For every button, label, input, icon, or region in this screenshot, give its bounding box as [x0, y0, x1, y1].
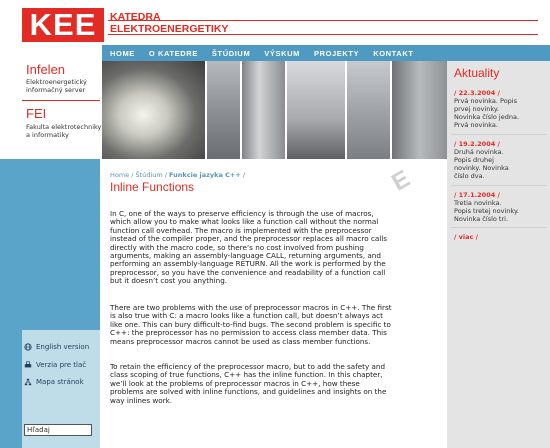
news-text-line: Druhá novinka. — [454, 148, 504, 156]
fei-desc-line2: a informatiky — [26, 131, 69, 139]
paragraph-line: class scoping of true functions, C++ has the inline function. In this chapter, — [110, 370, 383, 380]
breadcrumb — [110, 171, 245, 179]
paragraph-line: C++: the preprocessor has no permission to access class member data. This — [110, 328, 387, 338]
kee-logo[interactable]: KEE — [22, 8, 104, 42]
nav-home[interactable]: HOME — [110, 48, 135, 58]
news-text-line: Novinka číslo jedna. — [454, 113, 520, 121]
news-text-line: Novinka číslo tri. — [454, 215, 509, 223]
watermark-e-icon: E — [387, 165, 415, 197]
fei-description — [26, 123, 101, 139]
paragraph-line: problems are solved with inline functions, and guidelines and insights on the — [110, 387, 387, 397]
infelen-desc-line1: Elektroenergetický — [26, 78, 87, 86]
nav-studium[interactable]: ŠTÚDIUM — [211, 48, 251, 58]
paragraph-line: To retain the efficiency of the preprocessor macro, but to add the safety and — [110, 362, 386, 371]
news-date: / 19.2.2004 / — [454, 140, 500, 148]
news-text-line: číslo dva. — [454, 172, 485, 180]
main-nav — [102, 45, 447, 61]
english-version-link[interactable] — [24, 343, 89, 351]
nav-vyskum[interactable]: VÝSKUM — [264, 48, 300, 58]
paragraph-line: directly with the macro code, so there’s no cost involved from pushing — [110, 242, 364, 252]
breadcrumb-home[interactable]: Home — [110, 171, 130, 179]
sitemap-label: Mapa stránok — [36, 378, 84, 386]
english-version-label: English version — [36, 343, 90, 351]
printer-icon — [24, 361, 32, 369]
paragraph-line: function call overhead. The macro is implemented with the preprocessor — [110, 225, 372, 235]
paragraph-line: performing an assembly-language RETURN. All the work is performed by the — [110, 259, 386, 269]
paragraph-line: like one. This can bury difficult-to-find bugs. The second problem is specific to — [110, 319, 391, 329]
news-text-line: Prvá novinka. Popis — [454, 97, 517, 105]
news-divider — [450, 134, 546, 135]
paragraph-line: means preprocessor macros cannot be used as class member functions. — [110, 336, 371, 346]
paragraph-line: In C, one of the ways to preserve efficiency is through the use of macros, — [110, 209, 374, 218]
print-version-link[interactable] — [24, 361, 86, 369]
department-title-line2: ELEKTROENERGETIKY — [110, 23, 229, 35]
photo-tower — [207, 61, 242, 159]
photo-structure — [347, 61, 392, 159]
paragraph-line: instead of the compiler proper, and the preprocessor replaces all macro calls — [110, 234, 388, 244]
news-item-3[interactable] — [454, 191, 546, 223]
print-version-label: Verzia pre tlač — [36, 361, 87, 369]
sitemap-icon — [24, 378, 32, 386]
paragraph-line: preprocessor, so you have the convenience and readability of a function call — [110, 267, 386, 277]
paragraph-line: we’ll look at the problems of preprocessor macros in C++, how these — [110, 378, 360, 388]
news-divider — [450, 227, 546, 228]
news-text-line: Prvá novinka. — [454, 121, 498, 129]
news-title: Aktuality — [454, 66, 500, 80]
news-text-line: prvej novinky. — [454, 105, 499, 113]
nav-o-katedre[interactable]: O KATEDRE — [148, 48, 198, 58]
department-title-line1: KATEDRA — [110, 11, 161, 23]
content-paragraph-3 — [110, 363, 440, 405]
news-more-link[interactable]: / viac / — [454, 233, 478, 241]
photo-lamp — [102, 61, 207, 159]
header-photo-strip — [102, 61, 447, 159]
news-text-line: Tretia novinka. — [454, 199, 502, 207]
paragraph-line: is also true with C: a macro looks like a function call, but doesn’t always act — [110, 311, 383, 321]
sidebar-divider — [22, 100, 100, 101]
photo-control-panel — [392, 61, 447, 159]
paragraph-line: which allow you to make what looks like a function call without the normal — [110, 217, 379, 227]
infelen-description — [26, 78, 87, 94]
fei-desc-line1: Fakulta elektrotechniky — [26, 123, 102, 131]
breadcrumb-current: Funkcie jazyka C++ — [169, 171, 241, 179]
news-text-line: Popis druhej — [454, 156, 494, 164]
breadcrumb-studium[interactable]: Štúdium — [135, 171, 163, 179]
breadcrumb-sep: / — [240, 171, 246, 179]
breadcrumb-sep: / — [162, 171, 170, 179]
infelen-link[interactable]: Infelen — [26, 62, 66, 77]
fei-link[interactable]: FEI — [26, 106, 47, 121]
breadcrumb-sep: / — [129, 171, 136, 179]
department-title — [110, 11, 228, 35]
paragraph-line: but it doesn’t cost you anything. — [110, 276, 228, 286]
news-date: / 22.3.2004 / — [454, 89, 500, 97]
paragraph-line: There are two problems with the use of preprocessor macros in C++. The first — [110, 303, 392, 312]
content-paragraph-1 — [110, 210, 440, 286]
news-text-line: Popis tretej novinky. — [454, 207, 519, 215]
infelen-desc-line2: informačný server — [26, 86, 86, 94]
news-item-1[interactable] — [454, 89, 546, 129]
nav-kontakt[interactable]: KONTAKT — [373, 48, 414, 58]
news-text-line: novinky. Novinka — [454, 164, 509, 172]
content-paragraph-2 — [110, 304, 440, 346]
news-divider — [450, 185, 546, 186]
news-item-2[interactable] — [454, 140, 546, 180]
photo-windturbine — [287, 61, 347, 159]
globe-icon — [24, 343, 32, 351]
news-date: / 17.1.2004 / — [454, 191, 500, 199]
sitemap-link[interactable] — [24, 378, 84, 386]
page-title: Inline Functions — [110, 180, 195, 194]
photo-building — [242, 61, 287, 159]
nav-bar-extension — [447, 45, 550, 61]
search-input[interactable]: Hľadaj — [24, 424, 92, 436]
nav-projekty[interactable]: PROJEKTY — [313, 48, 360, 58]
paragraph-line: way inlines work. — [110, 395, 173, 405]
paragraph-line: arguments, making an assembly-language CALL, returning arguments, and — [110, 251, 381, 261]
